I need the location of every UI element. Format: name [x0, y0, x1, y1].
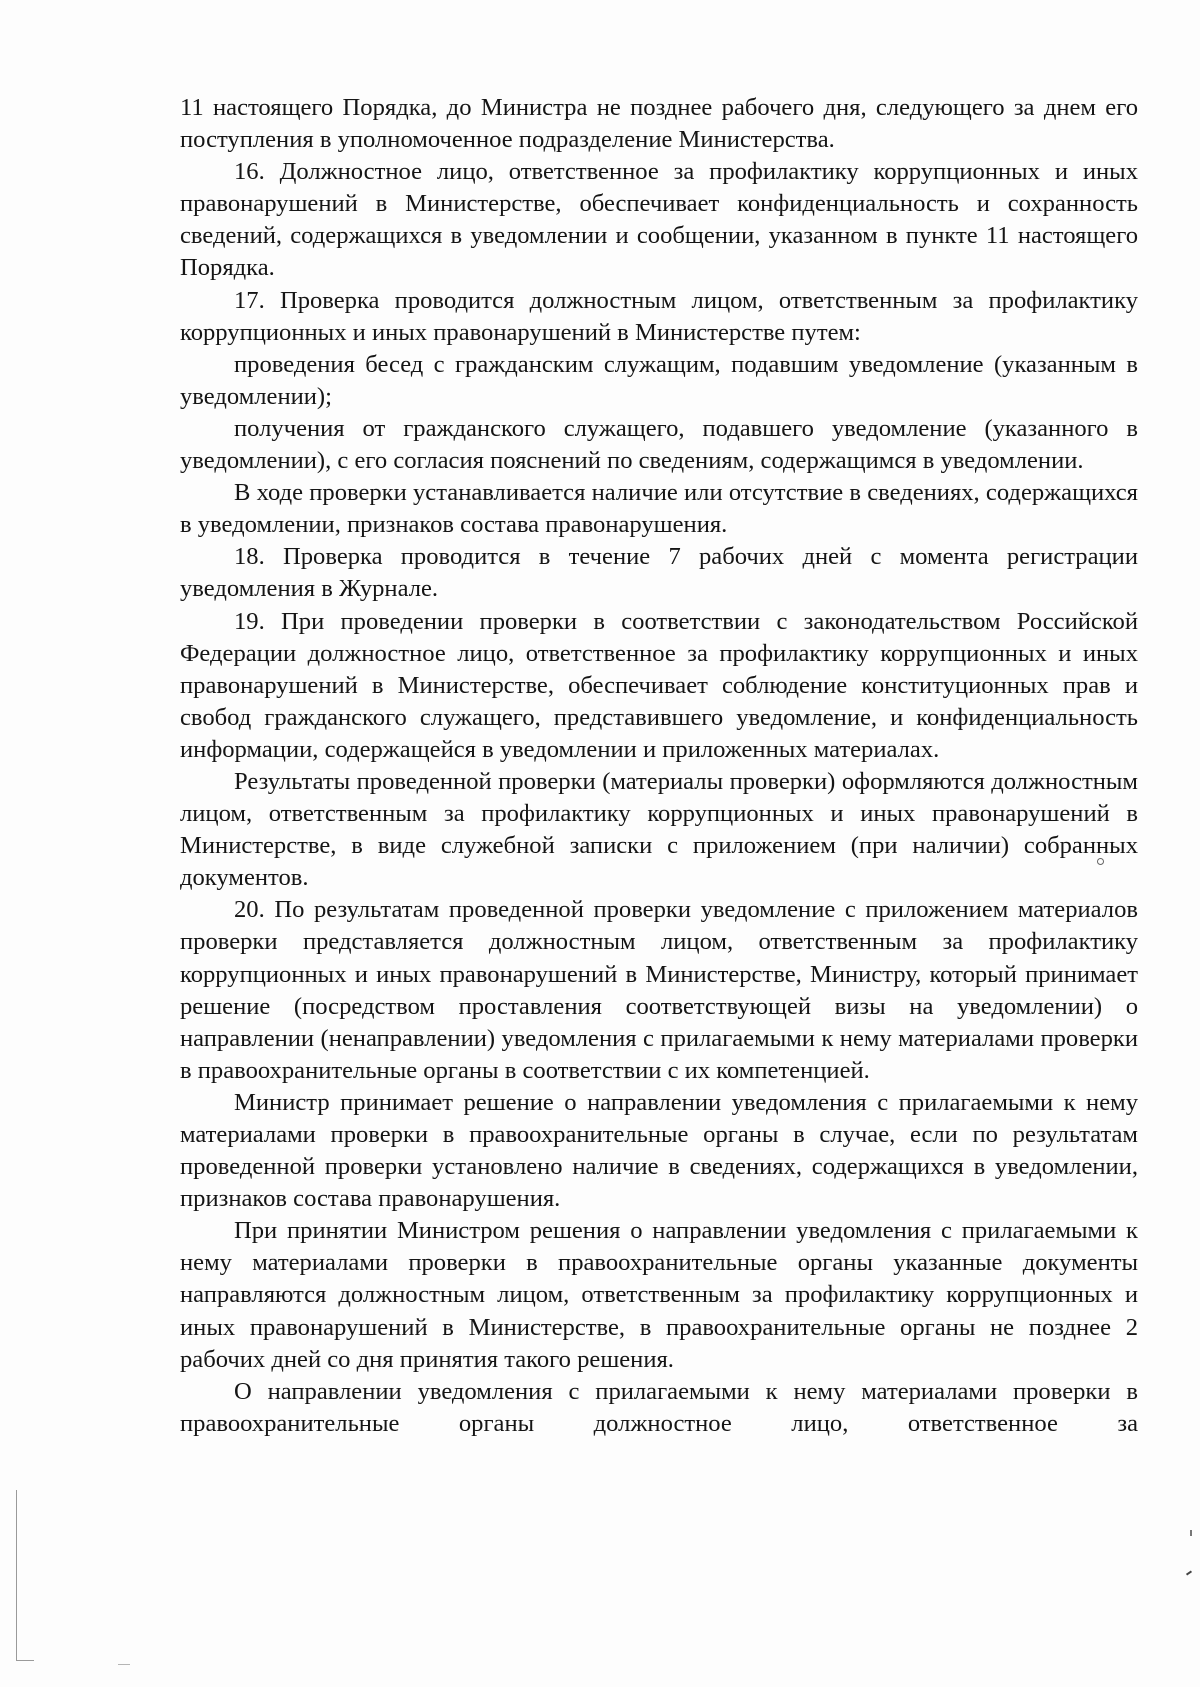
paragraph-item-20: 20. По результатам проведенной проверки уведомление с приложением материалов проверки представляется должностным лицом, ответственным за профилактику коррупционных и иных правонарушений в Министерстве, Министру, который принимает решение (посредством проставления соответствующей визы на уведомлении) о направлении (ненаправлении) уведомления с прилагаемыми к нему материалами проверки в правоохранительные органы в соответствии с их компетенцией. [180, 896, 1138, 1084]
paragraph-item-19: 19. При проведении проверки в соответствии с законодательством Российской Федерации должностное лицо, ответственное за профилактику коррупционных и иных правонарушений в Министерстве, обеспечивает соблюдение конституционных прав и свобод гражданского служащего, представившего уведомление, и конфиденциальность информации, содержащейся в уведомлении и приложенных материалах. [180, 607, 1138, 763]
scan-dash-mark [118, 1664, 130, 1665]
paragraph-item-19-results: Результаты проведенной проверки (материалы проверки) оформляются должностным лицом, ответственным за профилактику коррупционных и иных правонарушений в Министерстве, в виде служебной записки с приложением (при наличии) собранных документов. [180, 767, 1138, 892]
scan-edge-foot [16, 1660, 34, 1661]
paragraph-item-18: 18. Проверка проводится в течение 7 рабочих дней с момента регистрации уведомления в Журнале. [180, 543, 1138, 603]
paragraph-item-17-result: В ходе проверки устанавливается наличие или отсутствие в сведениях, содержащихся в уведомлении, признаков состава правонарушения. [180, 479, 1138, 539]
scan-speck [1186, 1570, 1192, 1575]
paragraph-continuation: 11 настоящего Порядка, до Министра не позднее рабочего дня, следующего за днем его поступления в уполномоченное подразделение Министерства. [180, 94, 1138, 154]
document-body [180, 92, 1138, 1440]
scan-dot [1097, 858, 1104, 865]
paragraph-item-17: 17. Проверка проводится должностным лицом, ответственным за профилактику коррупционных и иных правонарушений в Министерстве путем: [180, 286, 1138, 346]
paragraph-item-20-notification: О направлении уведомления с прилагаемыми к нему материалами проверки в правоохранительные органы должностное лицо, ответственное за [180, 1377, 1138, 1437]
scan-edge-line [16, 1490, 17, 1660]
paragraph-item-20-minister-decision: Министр принимает решение о направлении уведомления с прилагаемыми к нему материалами проверки в правоохранительные органы в случае, если по результатам проведенной проверки установлено наличие в сведениях, содержащихся в уведомлении, признаков состава правонарушения. [180, 1088, 1138, 1213]
scan-speck [1190, 1530, 1192, 1536]
paragraph-item-17-conversations: проведения бесед с гражданским служащим, подавшим уведомление (указанным в уведомлении); [180, 350, 1138, 410]
paragraph-item-20-sending: При принятии Министром решения о направлении уведомления с прилагаемыми к нему материалами проверки в правоохранительные органы указанные документы направляются должностным лицом, ответственным за профилактику коррупционных и иных правонарушений в Министерстве, в правоохранительные органы не позднее 2 рабочих дней со дня принятия такого решения. [180, 1217, 1138, 1373]
paragraph-item-16: 16. Должностное лицо, ответственное за профилактику коррупционных и иных правонарушений в Министерстве, обеспечивает конфиденциальность и сохранность сведений, содержащихся в уведомлении и сообщении, указанном в пункте 11 настоящего Порядка. [180, 158, 1138, 282]
paragraph-item-17-explanations: получения от гражданского служащего, подавшего уведомление (указанного в уведомлении), с его согласия пояснений по сведениям, содержащимся в уведомлении. [180, 414, 1138, 475]
